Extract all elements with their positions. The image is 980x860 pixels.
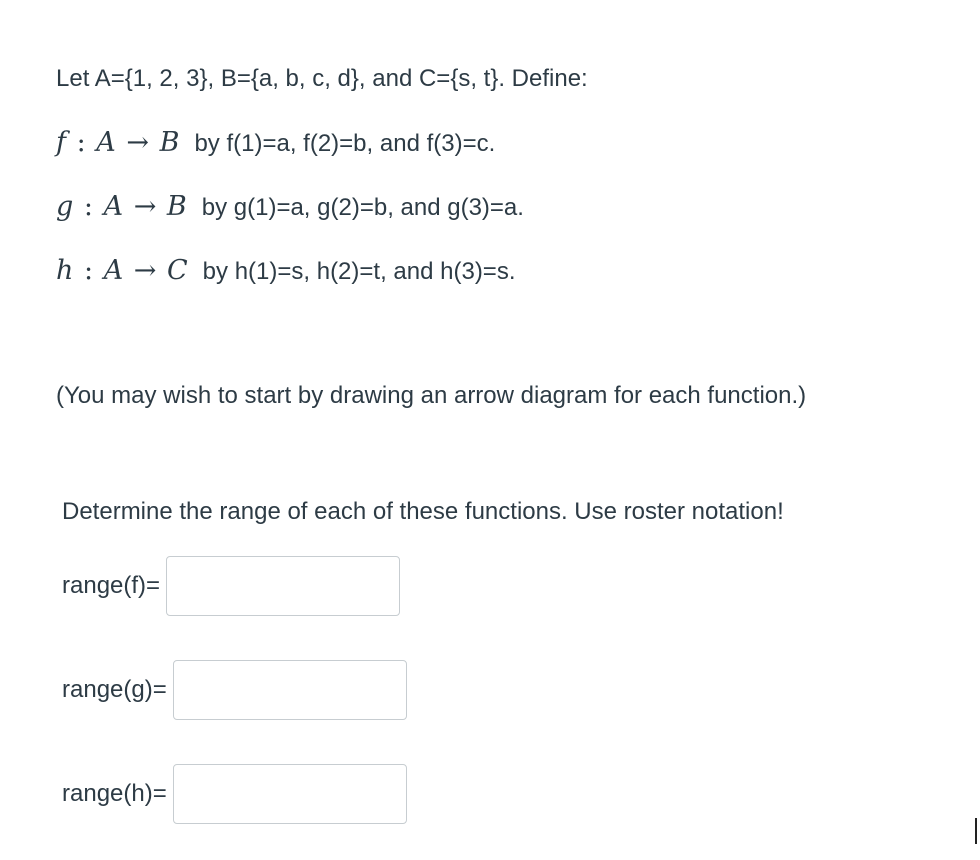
range-f-row — [62, 553, 400, 619]
function-f-signature: f : A → B — [56, 127, 181, 158]
problem-intro: Let A={1, 2, 3}, B={a, b, c, d}, and C={s, t}. Define: — [56, 65, 588, 92]
text-cursor-mark — [975, 818, 977, 844]
range-f-label: range(f)= — [62, 572, 161, 599]
function-g-definition — [56, 192, 524, 223]
range-h-input[interactable] — [173, 764, 407, 824]
function-f-definition — [56, 128, 495, 159]
instruction-text: Determine the range of each of these functions. Use roster notation! — [62, 498, 784, 525]
range-h-row — [62, 761, 407, 827]
range-h-label: range(h)= — [62, 780, 167, 807]
function-g-signature: g : A → B — [56, 191, 188, 222]
range-g-row — [62, 657, 407, 723]
range-g-label: range(g)= — [62, 676, 167, 703]
hint-text: (You may wish to start by drawing an arrow diagram for each function.) — [56, 382, 807, 409]
function-g-text: by g(1)=a, g(2)=b, and g(3)=a. — [201, 194, 524, 221]
function-h-text: by h(1)=s, h(2)=t, and h(3)=s. — [202, 258, 516, 285]
range-f-input[interactable] — [166, 556, 400, 616]
range-g-input[interactable] — [173, 660, 407, 720]
function-h-definition — [56, 256, 516, 287]
function-h-signature: h : A → C — [56, 255, 189, 286]
function-f-text: by f(1)=a, f(2)=b, and f(3)=c. — [194, 130, 496, 157]
